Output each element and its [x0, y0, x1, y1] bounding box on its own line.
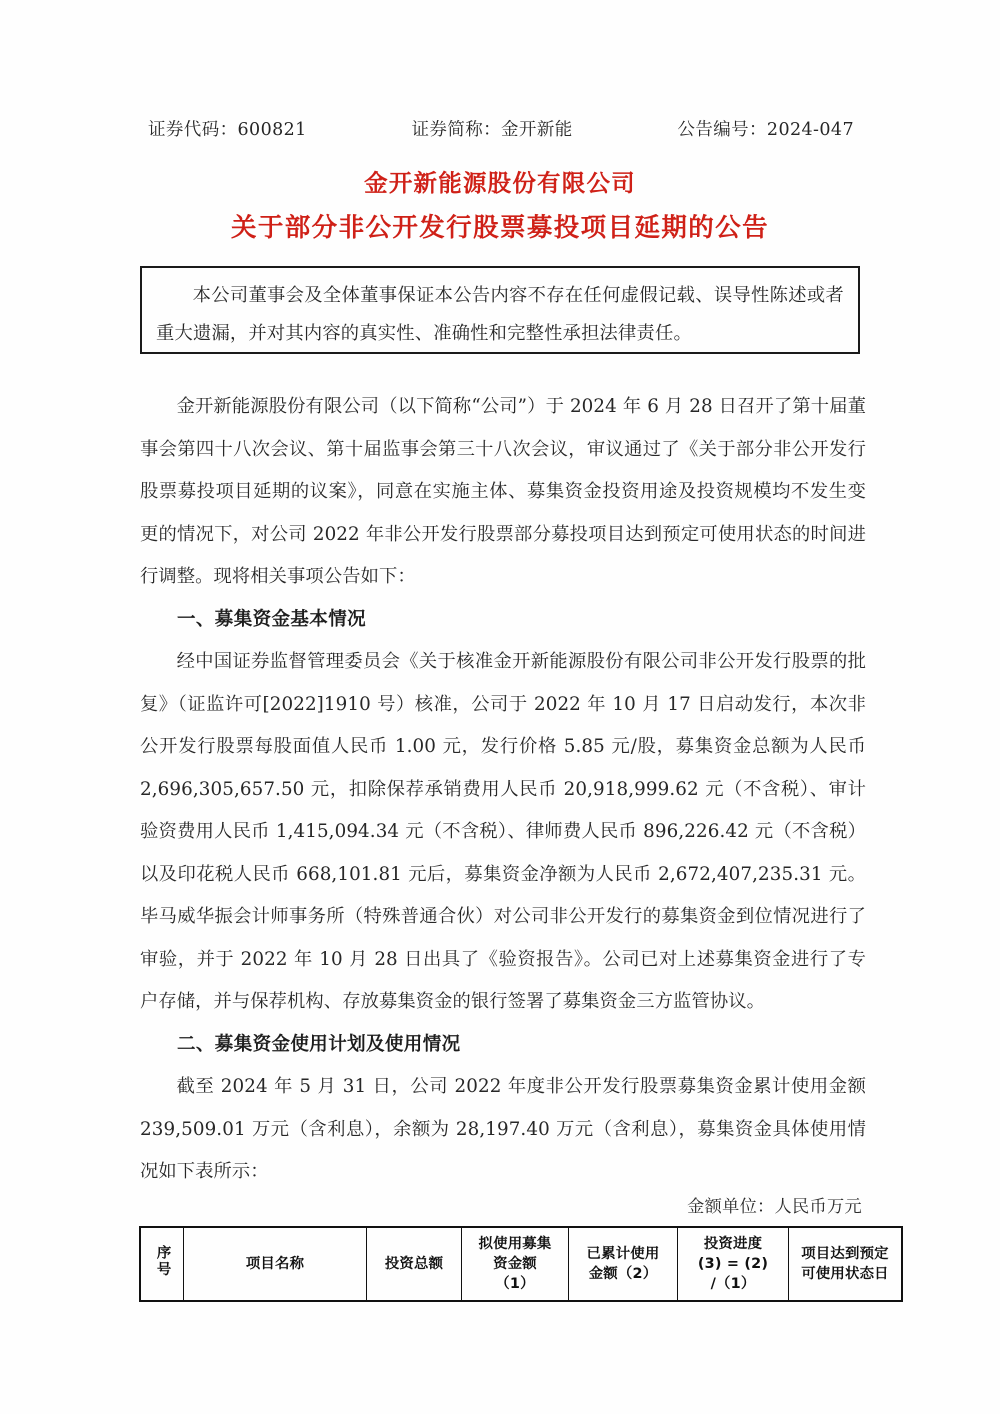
th-used-amount-line1: 已累计使用	[586, 1246, 660, 1262]
company-name-title: 金开新能源股份有限公司	[364, 169, 636, 197]
th-investment-progress-line3: /（1）	[710, 1276, 756, 1292]
document-body	[140, 386, 866, 1194]
th-ready-date-line2: 可使用状态日	[801, 1266, 889, 1282]
th-ready-date	[789, 1227, 903, 1301]
section-heading-1: 一、募集资金基本情况	[177, 608, 367, 630]
th-planned-fund	[462, 1227, 569, 1301]
th-used-amount-line2: 金额（2）	[588, 1266, 658, 1282]
table-unit-note: 金额单位：人民币万元	[687, 1197, 862, 1217]
document-header	[148, 116, 854, 141]
announcement-number: 公告编号：2024-047	[677, 120, 854, 140]
disclaimer-box	[140, 266, 860, 354]
title-block	[0, 166, 1000, 248]
th-used-amount	[569, 1227, 678, 1301]
paragraph-intro: 金开新能源股份有限公司（以下简称“公司”）于 2024 年 6 月 28 日召开了第十届董事会第四十八次会议、第十届监事会第三十八次会议，审议通过了《关于部分非公开发行股票募投项目延期的议案》，同意在实施主体、募集资金投资用途及投资规模均不发生变更的情况下，对公司 2022 年非公开发行股票部分募投项目达到预定可使用状态的时间进行调整。现将相关事项公告如下：	[140, 396, 866, 587]
th-investment-progress-line1: 投资进度	[703, 1236, 763, 1252]
paragraph-fundraising-basics: 经中国证券监督管理委员会《关于核准金开新能源股份有限公司非公开发行股票的批复》（证监许可[2022]1910 号）核准，公司于 2022 年 10 月 17 日启动发行，本次非公开发行股票每股面值人民币 1.00 元，发行价格 5.85 元/股，募集资金总额为人民币 2,696,305,657.50 元，扣除保荐承销费用人民币 20,918,999.62 元（不含税）、审计验资费用人民币 1,415,094.34 元（不含税）、律师费人民币 896,226.42 元（不含税）以及印花税人民币 668,101.81 元后，募集资金净额为人民币 2,672,407,235.31 元。毕马威华振会计师事务所（特殊普通合伙）对公司非公开发行的募集资金到位情况进行了审验，并于 2022 年 10 月 28 日出具了《验资报告》。公司已对上述募集资金进行了专户存储，并与保荐机构、存放募集资金的银行签署了募集资金三方监管协议。	[140, 651, 866, 1012]
th-planned-fund-line3: （1）	[495, 1276, 535, 1292]
disclaimer-text: 本公司董事会及全体董事保证本公告内容不存在任何虚假记载、误导性陈述或者重大遗漏，并对其内容的真实性、准确性和完整性承担法律责任。	[156, 285, 844, 344]
table-header-row	[140, 1227, 902, 1301]
th-sequence-label: 序号	[154, 1244, 171, 1278]
table-header	[140, 1227, 902, 1301]
section-heading-2: 二、募集资金使用计划及使用情况	[177, 1033, 461, 1055]
fund-usage-table-wrapper	[139, 1226, 889, 1302]
th-sequence	[140, 1227, 184, 1301]
fund-usage-table	[139, 1226, 903, 1302]
security-name: 证券简称：金开新能	[411, 120, 573, 140]
th-project-name: 项目名称	[184, 1227, 367, 1301]
announcement-subject-title: 关于部分非公开发行股票募投项目延期的公告	[230, 213, 769, 243]
th-planned-fund-line2: 资金额	[493, 1256, 537, 1272]
paragraph-fund-usage: 截至 2024 年 5 月 31 日，公司 2022 年度非公开发行股票募集资金累计使用金额 239,509.01 万元（含利息），余额为 28,197.40 万元（含利息），募集资金具体使用情况如下表所示：	[140, 1076, 866, 1182]
th-planned-fund-line1: 拟使用募集	[478, 1236, 552, 1252]
th-investment-progress	[678, 1227, 789, 1301]
th-investment-progress-line2: (3) = (2)	[697, 1256, 769, 1272]
security-code: 证券代码：600821	[148, 120, 307, 140]
th-ready-date-line1: 项目达到预定	[801, 1246, 889, 1262]
th-total-investment: 投资总额	[367, 1227, 462, 1301]
